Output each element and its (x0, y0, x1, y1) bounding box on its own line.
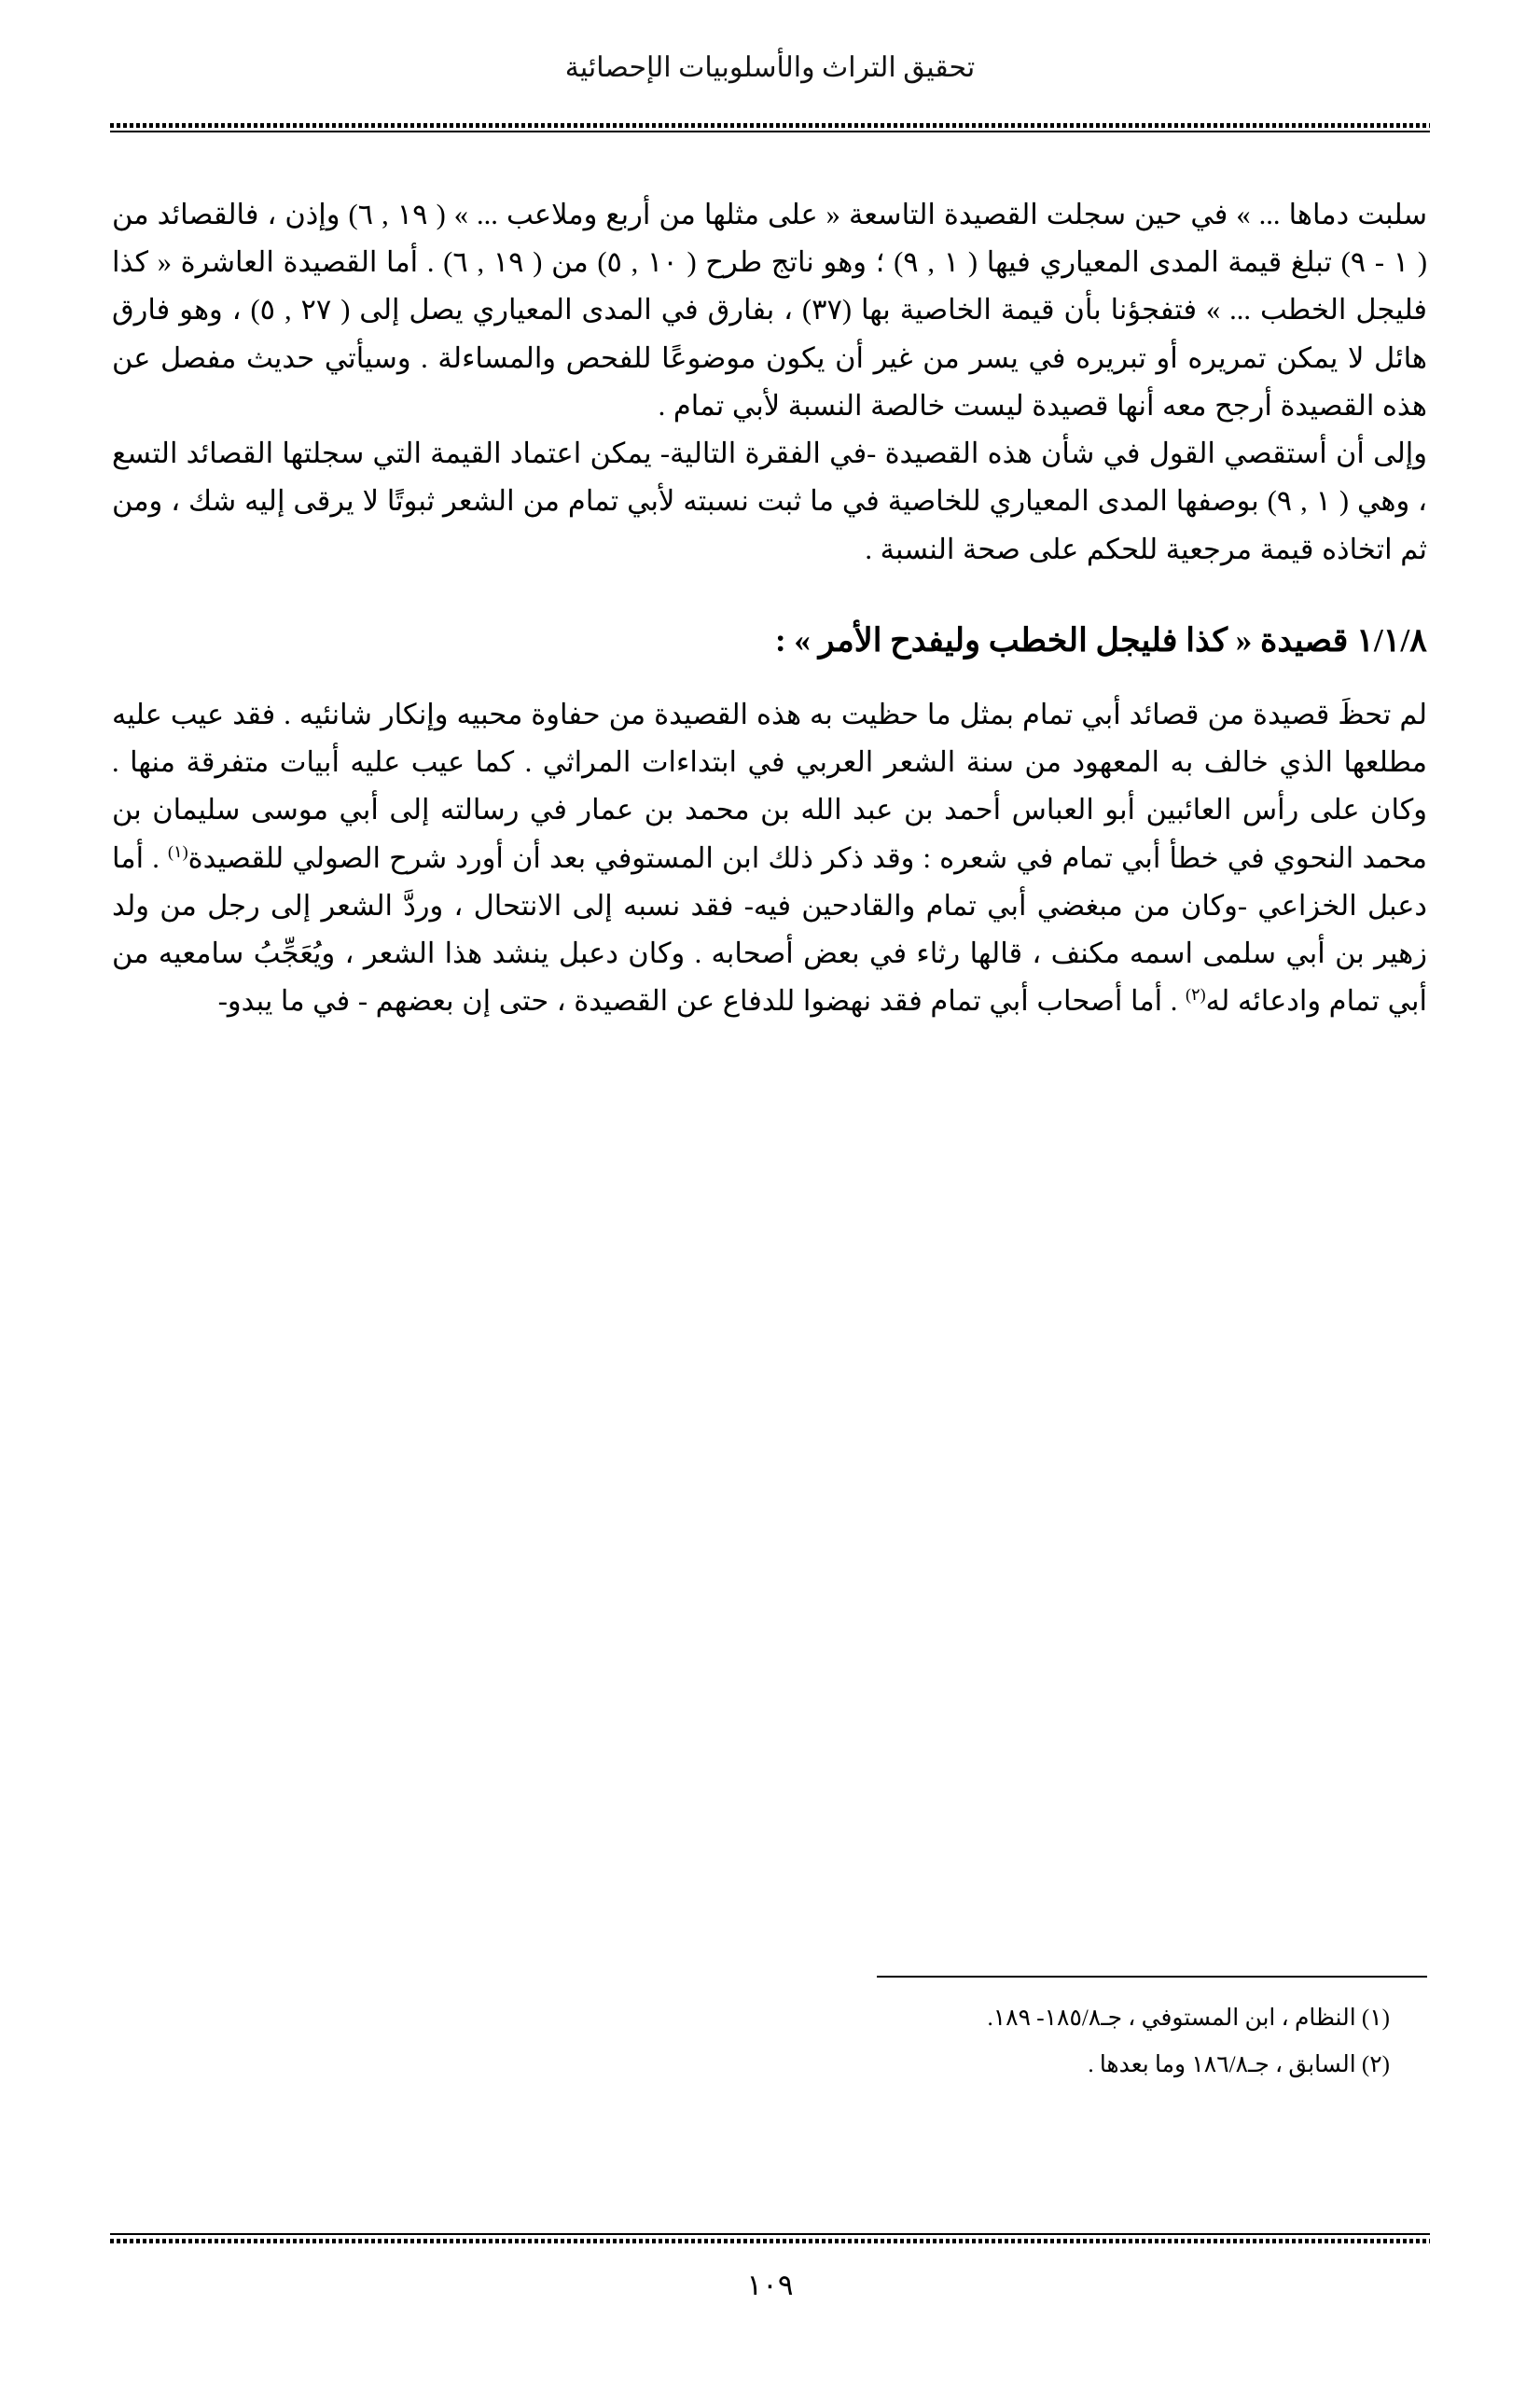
main-content (112, 191, 1427, 1026)
page-header: تحقيق التراث والأسلوبيات الإحصائية (564, 52, 976, 83)
paragraph-2: وإلى أن أستقصي القول في شأن هذه القصيدة -في الفقرة التالية- يمكن اعتماد القيمة التي سجلتها القصائد التسع ، وهي ( ١ , ٩) بوصفها المدى المعياري للخاصية في ما ثبت نسبته لأبي تمام من الشعر ثبوتًا لا يرقى إليه شك ، ومن ثم اتخاذه قيمة مرجعية للحكم على صحة النسبة . (112, 437, 1427, 565)
footnote-marker-2: (٢) (1186, 985, 1206, 1005)
header-divider-solid (110, 131, 1430, 132)
paragraph-1: سلبت دماها ... » في حين سجلت القصيدة التاسعة « على مثلها من أربع وملاعب ... » ( ١٩ , ٦) وإذن ، فالقصائد من ( ١ - ٩) تبلغ قيمة المدى المعياري فيها ( ١ , ٩) ؛ وهو ناتج طرح ( ١٠ , ٥) من ( ١٩ , ٦) . أما القصيدة العاشرة « كذا فليجل الخطب ... » فتفجؤنا بأن قيمة الخاصية بها (٣٧) ، بفارق في المدى المعياري يصل إلى ( ٢٧ , ٥) ، وهو فارق هائل لا يمكن تمريره أو تبريره في يسر من غير أن يكون موضوعًا للفحص والمساءلة . وسيأتي حديث مفصل عن هذه القصيدة أرجح معه أنها قصيدة ليست خالصة النسبة لأبي تمام . (112, 199, 1428, 422)
footnote-marker-1: (١) (168, 841, 188, 861)
footnote-1: (١) النظام ، ابن المستوفي ، جـ١٨٥/٨- ١٨٩. (987, 2006, 1390, 2031)
section-paragraph-1 (112, 691, 1427, 1026)
footnote-divider (877, 1976, 1427, 1978)
header-divider-dashed (110, 123, 1430, 128)
page-number: ١٠٩ (746, 2269, 794, 2301)
section-paragraph-3-text: . أما أصحاب أبي تمام فقد نهضوا للدفاع عن القصيدة ، حتى إن بعضهم - في ما يبدو- (217, 985, 1186, 1018)
section-paragraph-2-text: . أما دعبل الخزاعي -وكان من مبغضي أبي تمام والقادحين فيه- فقد نسبه إلى الانتحال ، وردَّ الشعر إلى رجل من ولد زهير بن أبي سلمى اسمه مكنف ، قالها رثاء في بعض أصحابه . وكان دعبل ينشد هذا الشعر ، ويُعَجِّبُ سامعيه من أبي تمام وادعائه له (112, 841, 1427, 1018)
section-paragraph-1-text: لم تحظَ قصيدة من قصائد أبي تمام بمثل ما حظيت به هذه القصيدة من حفاوة محبيه وإنكار شانئيه . فقد عيب عليه مطلعها الذي خالف به المعهود من سنة الشعر العربي في ابتداءات المراثي . كما عيب عليه أبيات متفرقة منها . وكان على رأس العائبين أبو العباس أحمد بن عبد الله بن محمد بن عمار في رسالته إلى أبي موسى سليمان بن محمد النحوي في خطأ أبي تمام في شعره : وقد ذكر ذلك ابن المستوفي بعد أن أورد شرح الصولي للقصيدة (112, 698, 1427, 874)
section-heading: ١/١/٨ قصيدة « كذا فليجل الخطب وليفدح الأمر » : (775, 621, 1427, 659)
footnotes-section (112, 1976, 1427, 2091)
footer-divider-dashed (110, 2239, 1430, 2243)
footer-divider-solid (110, 2233, 1430, 2235)
footnote-2: (٢) السابق ، جـ١٨٦/٨ وما بعدها . (1088, 2051, 1390, 2077)
